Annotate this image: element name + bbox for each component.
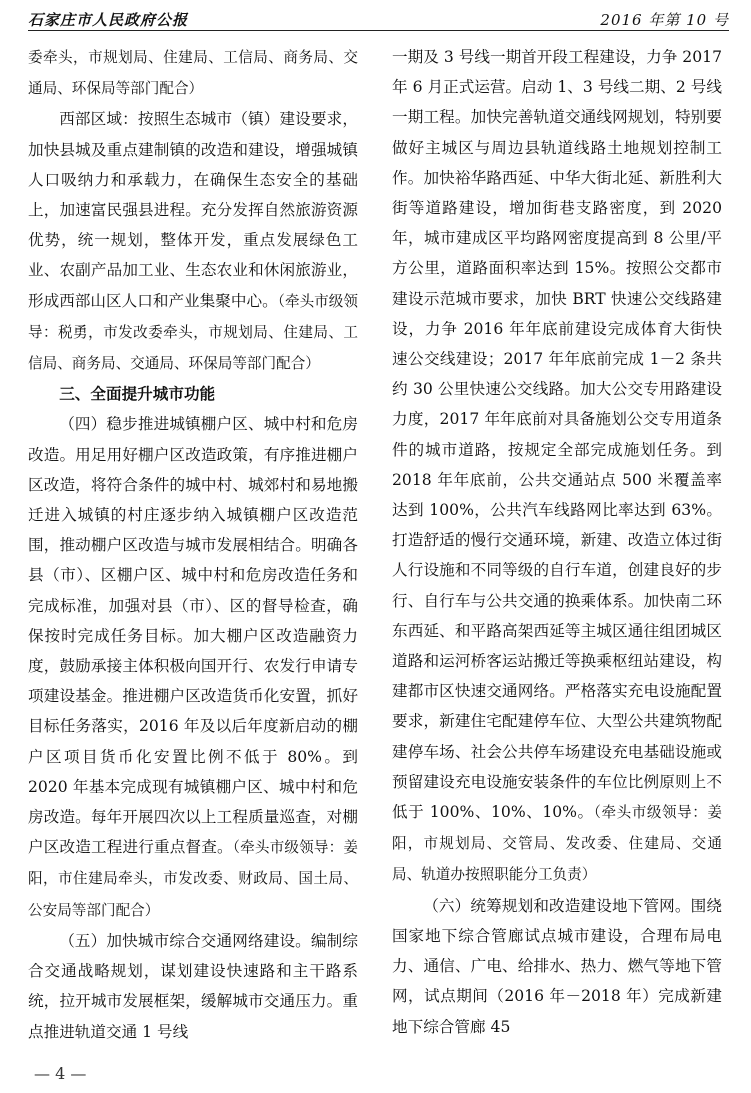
subsection-title: （五）加快城市综合交通网络建设。 xyxy=(59,931,311,950)
paragraph-western-region xyxy=(28,104,358,379)
paragraph-body: 编制综合交通战略规划，谋划建设快速路和主干路系统，拉开城市发展框架，缓解城市交通压力。重点推进轨道交通 1 号线 xyxy=(28,931,358,1041)
responsibility-note: （牵头市级领导：姜阳，市规划局、交管局、发改委、住建局、交通局、轨道办按照职能分工负责） xyxy=(392,804,723,884)
responsibility-note: （牵头市级领导：税勇，市发改委牵头，市规划局、住建局、工信局、商务局、交通局、环保局等部门配合） xyxy=(28,292,358,373)
responsibility-note: （牵头市级领导：姜阳，市住建局牵头，市发改委、财政局、国土局、公安局等部门配合） xyxy=(28,839,358,919)
paragraph-continuation xyxy=(28,42,358,104)
region-lead: 西部区域： xyxy=(59,110,138,129)
publication-title: 石家庄市人民政府公报 xyxy=(28,11,189,29)
paragraph-transport xyxy=(28,926,358,1047)
paragraph-body: 围绕国家地下综合管廊试点城市建设，合理布局电力、通信、广电、给排水、热力、燃气等地下管网，试点期间（2016 年－2018 年）完成新建地下综合管廊 45 xyxy=(392,896,722,1036)
paragraph-body: 一期及 3 号线一期首开段工程建设，力争 2017 年 6 月正式运营。启动 1、3 号线二期、2 号线一期工程。加快完善轨道交通线网规划，特别要做好主城区与周边县轨道线路土地规划控制工作。加快裕华路西延、中华大街北延、新胜利大街等道路建设，增加街巷支路密度，到 2020 年，城市建成区平均路网密度提高到 8 公里/平方公里，道路面积率达到 15%。按照公交都市建设示范城市要求，加快 BRT 快速公交线路建设，力争 2016 年年底前建设完成体育大街快速公交线建设；2017 年年底前完成 1－2 条共约 30 公里快速公交线路。加大公交专用路建设力度，2017 年年底前对具备施划公交专用道条件的城市道路，按规定全部完成施划任务。到 2018 年年底前，公共交通站点 500 米覆盖率达到 100%，公共汽车线路网比率达到 63%。打造舒适的慢行交通环境，新建、改造立体过街人行设施和不同等级的自行车道，创建良好的步行、自行车与公共交通的换乘体系。加快南二环东西延、和平路高架西延等主城区通往组团城区道路和运河桥客运站搬迁等换乘枢纽站建设，构建都市区快速交通网络。严格落实充电设施配置要求，新建住宅配建停车位、大型公共建筑物配建停车场、社会公共停车场建设充电基础设施或预留建设充电设施安装条件的车位比例原则上不低于 100%、10%、10%。 xyxy=(392,48,722,822)
paragraph-body: 按照生态城市（镇）建设要求，加快县城及重点建制镇的改造和建设，增强城镇人口吸纳力和承载力，在确保生态安全的基础上，加速富民强县进程。充分发挥自然旅游资源优势，统一规划，整体开发，重点发展绿色工业、农副产品加工业、生态农业和休闲旅游业，形成西部山区人口和产业集聚中心。 xyxy=(28,110,358,310)
paragraph-transport-continued xyxy=(392,42,722,891)
page-number: — 4 — xyxy=(34,1064,87,1083)
responsibility-note: 委牵头，市规划局、住建局、工信局、商务局、交通局、环保局等部门配合） xyxy=(28,49,358,98)
subsection-title: （四）稳步推进城镇棚户区、城中村和危房改造。 xyxy=(28,415,358,464)
paragraph-shantytown xyxy=(28,409,358,925)
issue-number: 2016 年第 10 号 xyxy=(600,11,729,29)
right-column xyxy=(392,42,722,1042)
subsection-title: （六）统筹规划和改造建设地下管网。 xyxy=(423,896,691,915)
page-header xyxy=(28,6,729,31)
paragraph-underground-pipes xyxy=(392,891,722,1042)
paragraph-body: 用足用好棚户区改造政策，有序推进棚户区改造，将符合条件的城中村、城郊村和易地搬迁进入城镇的村庄逐步纳入城镇棚户区改造范围，推动棚户区改造与城市发展相结合。明确各县（市）、区棚户区、城中村和危房改造任务和完成标准，加强对县（市）、区的督导检查，确保按时完成任务目标。加大棚户区改造融资力度，鼓励承接主体积极向国开行、农发行申请专项建设基金。推进棚户区改造货币化安置，抓好目标任务落实，2016 年及以后年度新启动的棚户区项目货币化安置比例不低于 80%。到 2020 年基本完成现有城镇棚户区、城中村和危房改造。每年开展四次以上工程质量巡查，对棚户区改造工程进行重点督查。 xyxy=(28,445,358,857)
left-column xyxy=(28,42,358,1047)
section-heading: 三、全面提升城市功能 xyxy=(59,385,216,404)
